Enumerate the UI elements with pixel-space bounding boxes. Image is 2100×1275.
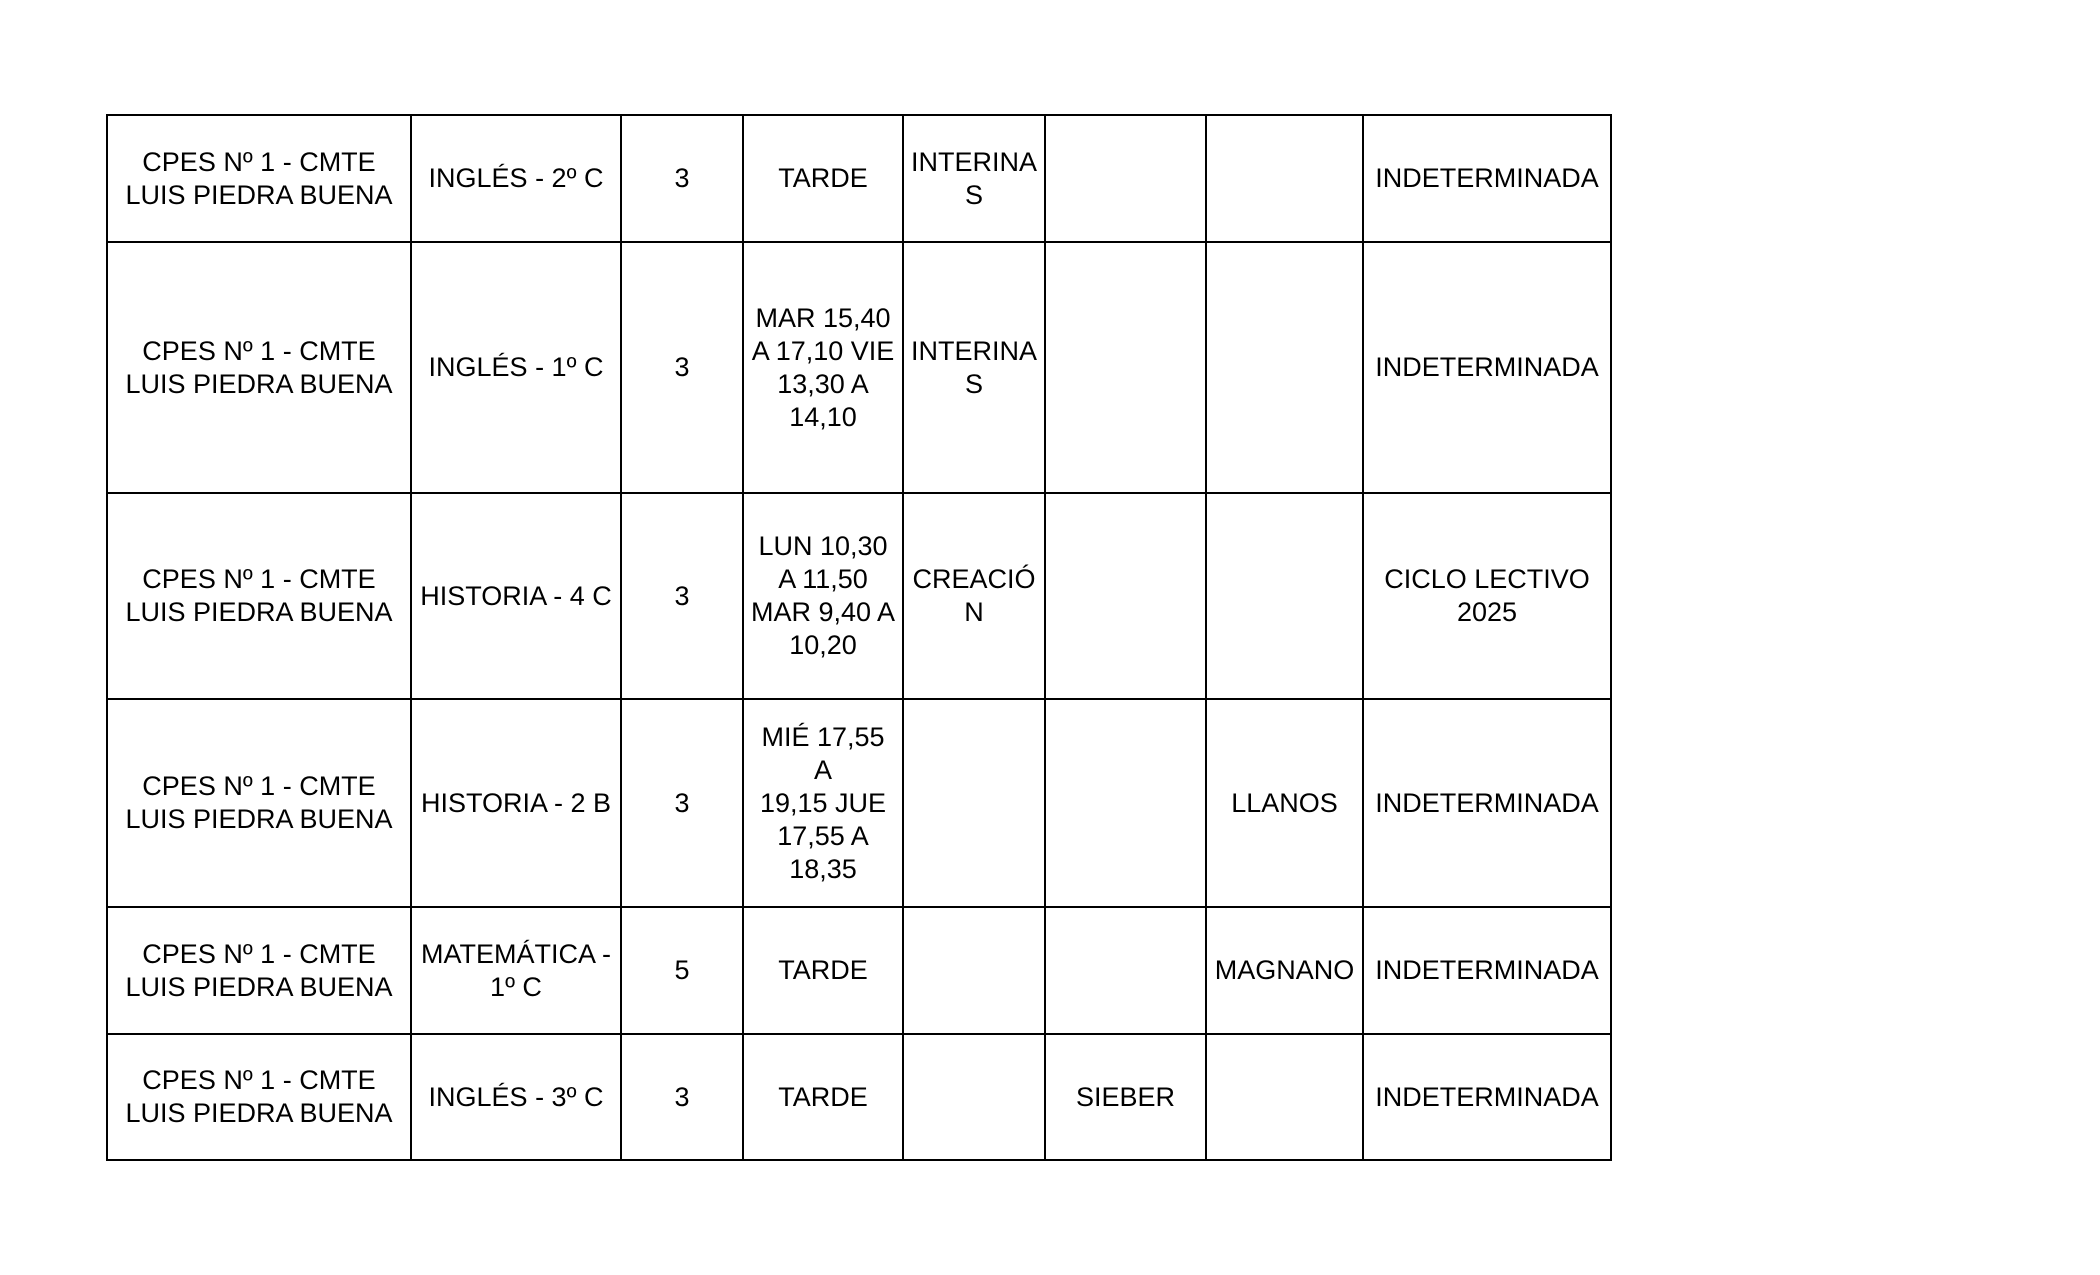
institution-cell-line: LUIS PIEDRA BUENA [125, 179, 393, 210]
teacher-cell-a [1045, 1034, 1206, 1160]
status-cell [903, 907, 1045, 1034]
institution-cell-line: CPES Nº 1 - CMTE [142, 146, 376, 177]
institution-cell [107, 1034, 411, 1160]
subject-cell-line: HISTORIA - 4 C [420, 580, 612, 611]
hours-cell-text: 5 [674, 955, 690, 985]
schedule-cell-line: TARDE [778, 163, 868, 193]
table-row [107, 242, 1611, 493]
hours-cell [621, 493, 743, 699]
teacher-cell-b [1206, 1034, 1363, 1160]
status-cell [903, 493, 1045, 699]
schedule-cell-line: 18,35 [789, 853, 857, 884]
status-cell [903, 242, 1045, 493]
teacher-cell-a [1045, 493, 1206, 699]
institution-cell-line: LUIS PIEDRA BUENA [125, 597, 393, 627]
duration-cell [1363, 907, 1611, 1034]
institution-cell [107, 242, 411, 493]
institution-cell [107, 115, 411, 242]
schedule-cell-line: LUN 10,30 [758, 531, 888, 561]
schedule-cell-line: A 11,50 [778, 564, 868, 594]
subject-cell-line: HISTORIA - 2 B [420, 787, 612, 818]
duration-cell-line: CICLO LECTIVO [1384, 564, 1590, 594]
institution-cell-line: LUIS PIEDRA BUENA [125, 971, 393, 1002]
duration-cell-line: INDETERMINADA [1375, 955, 1599, 985]
institution-cell-line: LUIS PIEDRA BUENA [125, 804, 393, 834]
schedule-cell-line: 14,10 [789, 401, 857, 432]
teacher-cell-b-text: LLANOS [1231, 787, 1338, 818]
duration-cell-line: INDETERMINADA [1375, 787, 1599, 818]
hours-cell-text: 3 [674, 787, 690, 818]
hours-cell-text: 3 [674, 1081, 690, 1112]
institution-cell-line: CPES Nº 1 - CMTE [142, 335, 376, 366]
teacher-cell-a [1045, 907, 1206, 1034]
teacher-cell-a [1045, 115, 1206, 242]
schedule-cell [743, 907, 903, 1034]
teacher-cell-b [1206, 699, 1363, 907]
institution-cell-line: CPES Nº 1 - CMTE [142, 564, 376, 594]
institution-cell-line: CPES Nº 1 - CMTE [142, 771, 376, 801]
schedule-cell [743, 699, 903, 907]
subject-cell [411, 242, 621, 493]
schedule-cell-line: A 17,10 VIE [751, 335, 895, 366]
subject-cell-line: 1º C [490, 971, 542, 1002]
status-cell-line: S [964, 179, 983, 210]
schedule-cell-line: 10,20 [789, 630, 857, 660]
vacancy-table [106, 114, 1612, 1161]
table-row [107, 907, 1611, 1034]
schedule-cell [743, 242, 903, 493]
hours-cell [621, 242, 743, 493]
subject-cell-line: INGLÉS - 2º C [428, 163, 604, 193]
status-cell [903, 699, 1045, 907]
duration-cell-line: INDETERMINADA [1375, 1081, 1599, 1112]
teacher-cell-b [1206, 907, 1363, 1034]
subject-cell [411, 699, 621, 907]
schedule-cell [743, 115, 903, 242]
status-cell-line: CREACIÓ [912, 564, 1036, 594]
teacher-cell-a [1045, 699, 1206, 907]
schedule-cell-line: 17,55 A [777, 820, 869, 851]
institution-cell-line: LUIS PIEDRA BUENA [125, 1098, 393, 1128]
hours-cell-text: 3 [674, 580, 690, 611]
teacher-cell-a-text: SIEBER [1075, 1081, 1176, 1112]
duration-cell [1363, 1034, 1611, 1160]
subject-cell [411, 493, 621, 699]
teacher-cell-b [1206, 242, 1363, 493]
subject-cell-line: INGLÉS - 1º C [428, 352, 604, 382]
subject-cell [411, 115, 621, 242]
schedule-cell-line: MAR 9,40 A [750, 597, 896, 627]
institution-cell-line: CPES Nº 1 - CMTE [142, 1065, 376, 1095]
duration-cell [1363, 493, 1611, 699]
institution-cell [107, 907, 411, 1034]
table-row [107, 1034, 1611, 1160]
subject-cell [411, 1034, 621, 1160]
duration-cell-line: INDETERMINADA [1375, 163, 1599, 193]
duration-cell [1363, 699, 1611, 907]
table-row [107, 493, 1611, 699]
schedule-cell-line: TARDE [778, 1081, 868, 1112]
subject-cell-line: INGLÉS - 3º C [428, 1081, 604, 1112]
status-cell [903, 115, 1045, 242]
duration-cell-line: 2025 [1456, 597, 1518, 627]
status-cell-line: INTERINA [910, 335, 1037, 366]
teacher-cell-b-text: MAGNANO [1214, 955, 1355, 985]
status-cell-line: N [964, 597, 984, 627]
teacher-cell-b [1206, 115, 1363, 242]
subject-cell [411, 907, 621, 1034]
hours-cell-text: 3 [674, 352, 690, 382]
duration-cell-line: INDETERMINADA [1375, 352, 1599, 382]
hours-cell [621, 907, 743, 1034]
schedule-cell-line: 13,30 A [777, 368, 869, 399]
duration-cell [1363, 115, 1611, 242]
teacher-cell-b [1206, 493, 1363, 699]
table-row [107, 699, 1611, 907]
status-cell-line: S [964, 368, 983, 399]
table-body [107, 115, 1611, 1160]
institution-cell-line: CPES Nº 1 - CMTE [142, 938, 376, 969]
schedule-cell-line: TARDE [778, 955, 868, 985]
schedule-cell-line: MAR 15,40 [755, 302, 891, 333]
status-cell [903, 1034, 1045, 1160]
table-row [107, 115, 1611, 242]
institution-cell [107, 493, 411, 699]
hours-cell [621, 115, 743, 242]
hours-cell [621, 699, 743, 907]
schedule-cell-line: MIÉ 17,55 A [761, 721, 885, 785]
hours-cell [621, 1034, 743, 1160]
institution-cell [107, 699, 411, 907]
duration-cell [1363, 242, 1611, 493]
schedule-cell [743, 1034, 903, 1160]
subject-cell-line: MATEMÁTICA - [420, 938, 611, 969]
hours-cell-text: 3 [674, 163, 690, 193]
schedule-cell [743, 493, 903, 699]
institution-cell-line: LUIS PIEDRA BUENA [125, 368, 393, 399]
teacher-cell-a [1045, 242, 1206, 493]
status-cell-line: INTERINA [910, 146, 1037, 177]
schedule-cell-line: 19,15 JUE [759, 787, 887, 818]
